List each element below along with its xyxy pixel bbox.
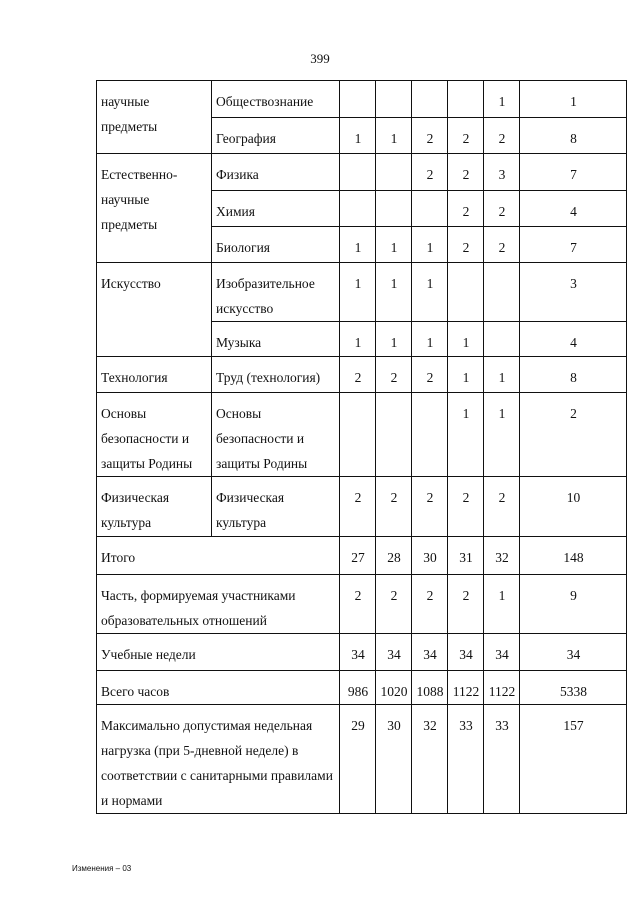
table-row	[97, 81, 627, 118]
subject-cell: Обществознание	[212, 81, 340, 118]
grade-value-cell: 32	[412, 705, 448, 814]
grade-value-cell	[340, 81, 376, 118]
subject-cell: Труд (технология)	[212, 357, 340, 393]
grade-value-cell: 1	[340, 227, 376, 263]
total-cell: 5338	[520, 671, 627, 705]
total-cell: 8	[520, 357, 627, 393]
grade-value-cell: 2	[484, 191, 520, 227]
table-row	[97, 537, 627, 575]
grade-value-cell: 33	[484, 705, 520, 814]
total-cell: 4	[520, 322, 627, 357]
grade-value-cell	[412, 191, 448, 227]
subject-area-cell: Искусство	[97, 263, 212, 357]
subject-area-cell: научные предметы	[97, 81, 212, 154]
table-row	[97, 263, 627, 322]
grade-value-cell	[484, 322, 520, 357]
total-cell: 34	[520, 634, 627, 671]
total-cell: 8	[520, 118, 627, 154]
grade-value-cell: 2	[340, 357, 376, 393]
grade-value-cell: 1	[376, 227, 412, 263]
grade-value-cell	[412, 393, 448, 477]
grade-value-cell: 2	[412, 357, 448, 393]
subject-area-cell: Технология	[97, 357, 212, 393]
total-cell: 9	[520, 575, 627, 634]
grade-value-cell: 2	[448, 118, 484, 154]
subject-cell: Физика	[212, 154, 340, 191]
grade-value-cell: 34	[448, 634, 484, 671]
grade-value-cell: 986	[340, 671, 376, 705]
grade-value-cell: 1	[484, 393, 520, 477]
grade-value-cell: 30	[412, 537, 448, 575]
table-row	[97, 705, 627, 814]
total-cell: 10	[520, 477, 627, 537]
grade-value-cell: 2	[376, 357, 412, 393]
total-cell: 1	[520, 81, 627, 118]
grade-value-cell: 2	[448, 227, 484, 263]
subject-cell: Химия	[212, 191, 340, 227]
grade-value-cell: 1	[412, 322, 448, 357]
grade-value-cell: 2	[448, 575, 484, 634]
subject-cell: Основы безопасности и защиты Родины	[212, 393, 340, 477]
grade-value-cell: 30	[376, 705, 412, 814]
grade-value-cell	[376, 81, 412, 118]
summary-label-cell: Всего часов	[97, 671, 340, 705]
grade-value-cell: 32	[484, 537, 520, 575]
total-cell: 157	[520, 705, 627, 814]
total-cell: 148	[520, 537, 627, 575]
grade-value-cell: 27	[340, 537, 376, 575]
subject-area-cell: Физическая культура	[97, 477, 212, 537]
grade-value-cell: 2	[412, 118, 448, 154]
grade-value-cell: 1	[412, 227, 448, 263]
grade-value-cell: 1	[340, 263, 376, 322]
grade-value-cell: 2	[412, 575, 448, 634]
grade-value-cell: 1020	[376, 671, 412, 705]
grade-value-cell: 34	[376, 634, 412, 671]
table-row	[97, 154, 627, 191]
table-row	[97, 357, 627, 393]
grade-value-cell	[376, 191, 412, 227]
grade-value-cell: 1	[484, 81, 520, 118]
table-body	[97, 81, 627, 814]
grade-value-cell: 1	[448, 357, 484, 393]
grade-value-cell	[340, 191, 376, 227]
grade-value-cell: 2	[376, 575, 412, 634]
total-cell: 4	[520, 191, 627, 227]
grade-value-cell: 1	[376, 322, 412, 357]
curriculum-table	[96, 80, 627, 814]
total-cell: 7	[520, 227, 627, 263]
grade-value-cell: 2	[412, 477, 448, 537]
grade-value-cell: 2	[412, 154, 448, 191]
subject-cell: Музыка	[212, 322, 340, 357]
grade-value-cell: 1	[448, 393, 484, 477]
page-number: 399	[310, 51, 330, 66]
subject-cell: Изобразительное искусство	[212, 263, 340, 322]
grade-value-cell: 1122	[448, 671, 484, 705]
grade-value-cell	[412, 81, 448, 118]
grade-value-cell: 1	[376, 263, 412, 322]
subject-cell: География	[212, 118, 340, 154]
grade-value-cell	[448, 263, 484, 322]
total-cell: 2	[520, 393, 627, 477]
summary-label-cell: Итого	[97, 537, 340, 575]
table-row	[97, 477, 627, 537]
grade-value-cell	[340, 393, 376, 477]
grade-value-cell: 2	[376, 477, 412, 537]
grade-value-cell: 2	[484, 118, 520, 154]
grade-value-cell	[376, 154, 412, 191]
grade-value-cell: 2	[448, 154, 484, 191]
grade-value-cell: 1	[412, 263, 448, 322]
subject-area-cell: Естественно-научные предметы	[97, 154, 212, 263]
grade-value-cell: 1	[376, 118, 412, 154]
grade-value-cell: 1	[340, 118, 376, 154]
total-cell: 3	[520, 263, 627, 322]
grade-value-cell: 2	[448, 191, 484, 227]
table-row	[97, 393, 627, 477]
grade-value-cell: 2	[484, 477, 520, 537]
grade-value-cell	[376, 393, 412, 477]
summary-label-cell: Максимально допустимая недельная нагрузка (при 5-дневной неделе) в соответствии с санитарными правилами и нормами	[97, 705, 340, 814]
total-cell: 7	[520, 154, 627, 191]
grade-value-cell: 3	[484, 154, 520, 191]
grade-value-cell: 2	[448, 477, 484, 537]
grade-value-cell: 1122	[484, 671, 520, 705]
grade-value-cell: 1088	[412, 671, 448, 705]
subject-cell: Физическая культура	[212, 477, 340, 537]
grade-value-cell	[448, 81, 484, 118]
grade-value-cell: 34	[340, 634, 376, 671]
footer-note: Изменения – 03	[72, 864, 132, 873]
grade-value-cell: 1	[340, 322, 376, 357]
subject-cell: Биология	[212, 227, 340, 263]
summary-label-cell: Часть, формируемая участниками образовательных отношений	[97, 575, 340, 634]
grade-value-cell: 2	[340, 477, 376, 537]
table-row	[97, 671, 627, 705]
subject-area-cell: Основы безопасности и защиты Родины	[97, 393, 212, 477]
grade-value-cell: 33	[448, 705, 484, 814]
table-row	[97, 634, 627, 671]
grade-value-cell: 34	[484, 634, 520, 671]
grade-value-cell: 2	[340, 575, 376, 634]
table-row	[97, 575, 627, 634]
grade-value-cell	[484, 263, 520, 322]
summary-label-cell: Учебные недели	[97, 634, 340, 671]
grade-value-cell: 1	[484, 357, 520, 393]
grade-value-cell: 2	[484, 227, 520, 263]
grade-value-cell: 31	[448, 537, 484, 575]
grade-value-cell: 28	[376, 537, 412, 575]
grade-value-cell	[340, 154, 376, 191]
grade-value-cell: 29	[340, 705, 376, 814]
grade-value-cell: 34	[412, 634, 448, 671]
grade-value-cell: 1	[448, 322, 484, 357]
grade-value-cell: 1	[484, 575, 520, 634]
